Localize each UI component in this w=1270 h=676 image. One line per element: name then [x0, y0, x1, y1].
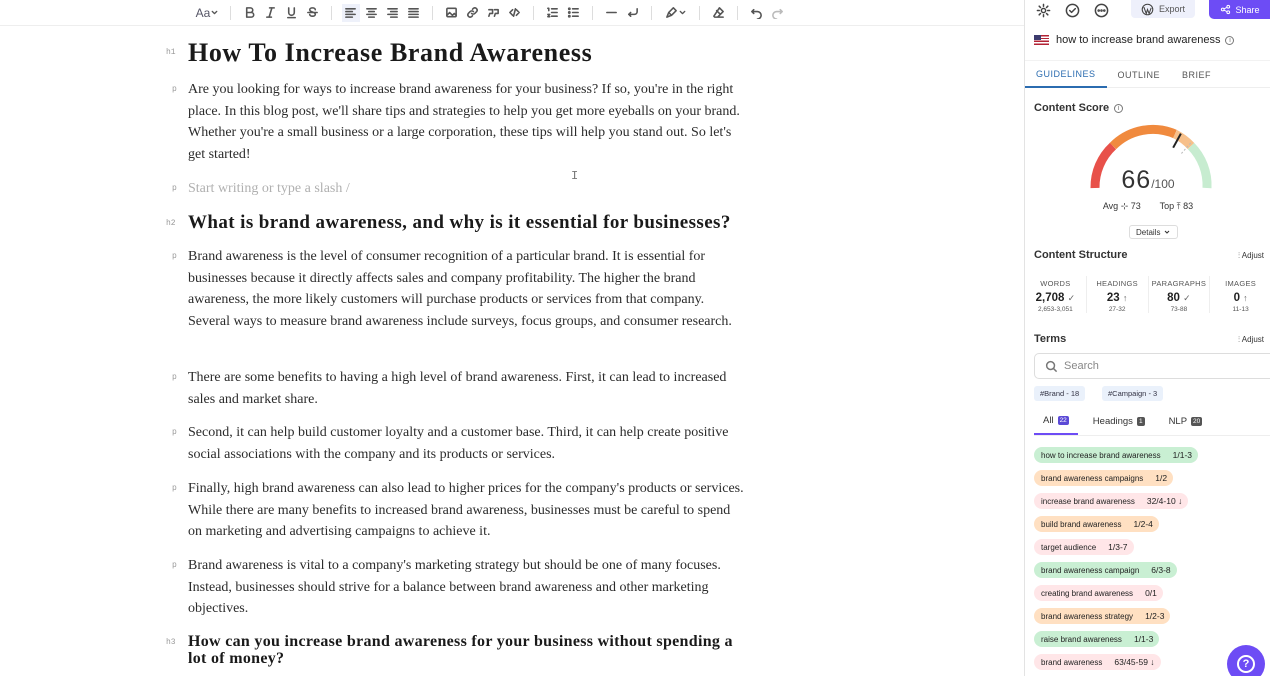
details-label: Details [1136, 227, 1161, 237]
terms-list [1034, 447, 1270, 676]
search-icon [1045, 360, 1058, 373]
stat-label: IMAGES [1225, 279, 1257, 288]
term-count: 1/3-7 [1103, 539, 1133, 555]
chevron-down-icon [678, 8, 687, 17]
question-icon: ? [1237, 655, 1255, 673]
block-type-tag: p [172, 373, 177, 382]
link-button[interactable] [464, 4, 482, 22]
target-keyword [1034, 34, 1269, 46]
stat-label: WORDS [1040, 279, 1071, 288]
undo-button[interactable] [748, 4, 766, 22]
eraser-icon [712, 6, 725, 19]
stat-headings [1087, 276, 1149, 313]
settings-button[interactable] [1033, 0, 1053, 20]
bold-button[interactable] [241, 4, 259, 22]
details-button[interactable] [1129, 225, 1178, 239]
paragraph-block[interactable] [166, 422, 744, 465]
gear-icon [1036, 3, 1051, 18]
avg-value: 73 [1130, 201, 1141, 211]
filter-tab-label: Headings [1092, 416, 1133, 427]
adjust-terms-button[interactable] [1238, 335, 1264, 345]
quote-icon [487, 6, 500, 19]
heading-1-block[interactable] [166, 38, 744, 68]
placeholder-text[interactable]: Start writing or type a slash / [188, 181, 350, 196]
share-label: Share [1235, 4, 1260, 15]
ordered-list-button[interactable] [544, 4, 562, 22]
term-count: 32/4-10 ↓ [1142, 493, 1188, 509]
term-count: 1/2-3 [1140, 608, 1170, 624]
terms-label: Terms [1034, 333, 1067, 345]
term-name: creating brand awareness [1034, 585, 1140, 601]
share-button[interactable] [1209, 0, 1270, 19]
term-name: target audience [1034, 539, 1103, 555]
hard-break-button[interactable] [624, 4, 642, 22]
term-name: brand awareness campaigns [1034, 470, 1150, 486]
block-type-tag: p [172, 561, 177, 570]
brand-filter-chip[interactable]: #Brand - 18 [1034, 386, 1085, 401]
score-readout [1025, 166, 1270, 195]
align-left-button[interactable] [342, 4, 360, 22]
code-button[interactable] [506, 4, 524, 22]
terms-search[interactable] [1034, 353, 1270, 379]
stat-paragraphs [1149, 276, 1211, 313]
panel-topbar [1025, 0, 1270, 20]
align-justify-button[interactable] [405, 4, 423, 22]
heading-2-block[interactable] [166, 211, 744, 235]
ordered-list-icon [546, 6, 559, 19]
stat-value: 80 [1167, 292, 1180, 304]
block-type-tag: h3 [166, 638, 176, 647]
term-name: build brand awareness [1034, 516, 1129, 532]
tab-outline[interactable]: OUTLINE [1117, 69, 1161, 80]
term-count: 1/2-4 [1129, 516, 1159, 532]
horizontal-rule-icon [605, 6, 618, 19]
term-count: 0/1 [1140, 585, 1163, 601]
export-button[interactable] [1131, 0, 1195, 18]
bullet-list-icon [567, 6, 580, 19]
term-count: 1/1-3 [1168, 447, 1198, 463]
panel-tabs [1025, 60, 1270, 88]
term-item[interactable] [1034, 470, 1270, 486]
terms-filter-tabs [1034, 408, 1270, 436]
term-name: brand awareness [1034, 654, 1109, 670]
gauge-segment-orange [1113, 129, 1175, 146]
text-cursor-icon: I [571, 169, 579, 183]
intro-paragraph[interactable]: Are you looking for ways to increase brand awareness for your business? If so, you're in the right place. In this blog post, we'll share tips and strategies to help you get more eyeballs on your brand. Whether you're a small business or a large corporation, these tips will help you stand out. So let's get started! [188, 82, 740, 162]
more-button[interactable] [1091, 0, 1111, 20]
keyword-text: how to increase brand awareness [1056, 34, 1221, 46]
export-label: Export [1159, 4, 1186, 14]
brush-icon [665, 6, 678, 19]
image-icon [445, 6, 458, 19]
align-right-button[interactable] [384, 4, 402, 22]
clear-format-button[interactable] [710, 4, 728, 22]
tab-brief[interactable]: BRIEF [1182, 69, 1212, 80]
count-badge: 20 [1193, 418, 1201, 425]
align-justify-icon [407, 6, 420, 19]
content-score-heading [1034, 102, 1123, 114]
block-type-tag: h1 [166, 48, 176, 57]
block-type-tag: p [172, 252, 177, 261]
arrow-up-icon: ↑ [1243, 293, 1248, 303]
help-button[interactable] [1227, 645, 1265, 676]
paragraph-block[interactable] [166, 79, 744, 165]
term-count: 1/1-3 [1129, 631, 1159, 647]
stat-label: HEADINGS [1096, 279, 1138, 288]
stat-value: 23 [1106, 292, 1120, 304]
paragraph-text[interactable]: Brand awareness is vital to a company's marketing strategy but should be one of many focuses. Instead, businesses should strive for a balance between brand awareness and other marketing objectives. [188, 558, 721, 617]
block-type-tag: p [172, 428, 177, 437]
term-name: brand awareness strategy [1034, 608, 1140, 624]
terms-heading [1034, 333, 1066, 345]
sliders-icon: ⫶ [1237, 251, 1240, 260]
info-icon[interactable]: i [1114, 104, 1123, 113]
content-score-label: Content Score [1034, 102, 1110, 114]
count-badge: 1 [1138, 418, 1143, 425]
avg-icon: ⊹ [1120, 201, 1129, 211]
stat-range: 2,653-3,051 [1038, 306, 1073, 313]
us-flag-icon [1034, 35, 1049, 45]
stat-images [1210, 276, 1270, 313]
filter-tab-label: NLP [1168, 416, 1188, 427]
arrow-up-icon: ↑ [1122, 293, 1128, 303]
subsection-heading[interactable]: How can you increase brand awareness for your business without spending a lot of money? [188, 633, 733, 667]
link-icon [466, 6, 479, 19]
stat-range: 27-32 [1108, 306, 1126, 313]
avg-top-scores [1025, 201, 1270, 212]
check-icon: ✓ [1067, 293, 1076, 303]
structure-stats [1025, 276, 1270, 313]
bold-icon [243, 6, 256, 19]
block-type-tag: p [172, 85, 177, 94]
block-type-tag: h2 [166, 219, 176, 228]
share-icon [1220, 4, 1231, 15]
highlight-button[interactable] [662, 4, 690, 22]
term-count: 6/3-8 [1146, 562, 1176, 578]
underline-icon [285, 6, 298, 19]
align-center-button[interactable] [363, 4, 381, 22]
content-structure-label: Content Structure [1034, 249, 1128, 261]
chevron-down-icon [1163, 228, 1171, 236]
term-item[interactable] [1034, 562, 1270, 578]
check-button[interactable] [1062, 0, 1082, 20]
avg-label: Avg [1102, 201, 1119, 211]
check-icon: ✓ [1183, 293, 1191, 303]
italic-button[interactable] [262, 4, 280, 22]
paragraph-block[interactable] [166, 478, 744, 543]
term-name: how to increase brand awareness [1034, 447, 1168, 463]
strikethrough-icon [306, 6, 319, 19]
term-item[interactable] [1034, 608, 1270, 624]
adjust-label: Adjust [1241, 335, 1264, 344]
term-item[interactable] [1034, 631, 1270, 647]
search-input[interactable]: Search [1064, 360, 1099, 372]
score-max: /100 [1151, 177, 1175, 191]
heading-3-block[interactable] [166, 633, 744, 667]
block-type-tag: p [172, 484, 177, 493]
top-label: Top [1159, 201, 1175, 211]
strikethrough-button[interactable] [304, 4, 322, 22]
block-type-tag: p [172, 184, 177, 193]
check-circle-icon [1065, 3, 1080, 18]
sliders-icon: ⫶ [1237, 335, 1240, 344]
term-name: raise brand awareness [1034, 631, 1129, 647]
editor-canvas[interactable] [0, 26, 1024, 676]
term-item[interactable] [1034, 447, 1270, 463]
redo-button[interactable] [769, 4, 787, 22]
wordpress-icon [1141, 3, 1154, 16]
paragraph-block[interactable] [166, 246, 744, 332]
undo-icon [750, 6, 763, 19]
term-name: brand awareness campaign [1034, 562, 1146, 578]
term-count: 63/45-59 ↓ [1109, 654, 1160, 670]
campaign-filter-chip[interactable]: #Campaign - 3 [1102, 386, 1163, 401]
horizontal-rule-button[interactable] [603, 4, 621, 22]
term-item[interactable] [1034, 493, 1270, 509]
term-name: increase brand awareness [1034, 493, 1142, 509]
term-item[interactable] [1034, 585, 1270, 601]
image-button[interactable] [443, 4, 461, 22]
filter-tab-label: All [1043, 415, 1054, 426]
adjust-structure-button[interactable] [1238, 251, 1264, 261]
stat-label: PARAGRAPHS [1151, 279, 1207, 288]
filter-tab-all[interactable] [1034, 408, 1078, 435]
align-right-icon [386, 6, 399, 19]
editor-toolbar [0, 0, 1024, 26]
redo-icon [771, 6, 784, 19]
paragraph-block[interactable] [166, 555, 744, 620]
align-center-icon [365, 6, 378, 19]
paragraph-text[interactable]: Finally, high brand awareness can also lead to higher prices for the company's products or services. While there are many benefits to increased brand awareness, businesses must be careful to spend on marketing and advertising campaigns to achieve it. [188, 481, 744, 540]
seo-guidelines-panel [1024, 0, 1270, 676]
term-count: 1/2 [1150, 470, 1173, 486]
filter-tab-nlp[interactable] [1160, 408, 1212, 435]
adjust-label: Adjust [1241, 251, 1264, 260]
paragraph-text[interactable]: Second, it can help build customer loyalty and a customer base. Third, it can help create positive social associations with the company and its products or services. [188, 425, 729, 462]
stat-range: 73-88 [1170, 306, 1188, 313]
term-item[interactable] [1034, 539, 1270, 555]
tab-guidelines[interactable]: GUIDELINES [1025, 61, 1107, 88]
font-style-dropdown[interactable] [195, 4, 221, 22]
align-left-icon [344, 6, 357, 19]
code-icon [508, 6, 521, 19]
paragraph-text[interactable]: There are some benefits to having a high level of brand awareness. First, it can lead to increased sales and market share. [188, 370, 727, 407]
stat-range: 11-13 [1232, 306, 1249, 313]
stat-value: 2,708 [1035, 292, 1065, 304]
bullet-list-button[interactable] [565, 4, 583, 22]
top-arrow-icon: ⤒ [1176, 201, 1181, 211]
info-icon[interactable]: i [1225, 36, 1234, 45]
paragraph-block[interactable] [166, 367, 744, 410]
chevron-down-icon [210, 8, 219, 17]
term-item[interactable] [1034, 516, 1270, 532]
stat-words [1025, 276, 1087, 313]
empty-paragraph-block[interactable] [166, 178, 744, 200]
score-value: 66 [1121, 166, 1152, 194]
filter-tab-headings[interactable] [1084, 408, 1154, 435]
font-label: Aa [195, 5, 211, 20]
section-heading[interactable]: What is brand awareness, and why is it essential for businesses? [188, 212, 731, 233]
content-structure-heading [1034, 249, 1128, 261]
page-title[interactable]: How To Increase Brand Awareness [188, 38, 593, 67]
top-value: 83 [1183, 201, 1194, 211]
underline-button[interactable] [283, 4, 301, 22]
hard-break-icon [626, 6, 639, 19]
italic-icon [264, 6, 277, 19]
paragraph-text[interactable]: Brand awareness is the level of consumer recognition of a particular brand. It is essential for businesses because it directly affects sales and company profitability. The higher the brand awareness, the more likely customers will purchase products or services from that company. Several ways to measure brand awareness include surveys, focus groups, and consumer research. [188, 249, 732, 329]
quote-button[interactable] [485, 4, 503, 22]
count-badge: 22 [1059, 417, 1067, 424]
stat-value: 0 [1233, 292, 1240, 304]
more-icon [1094, 3, 1109, 18]
